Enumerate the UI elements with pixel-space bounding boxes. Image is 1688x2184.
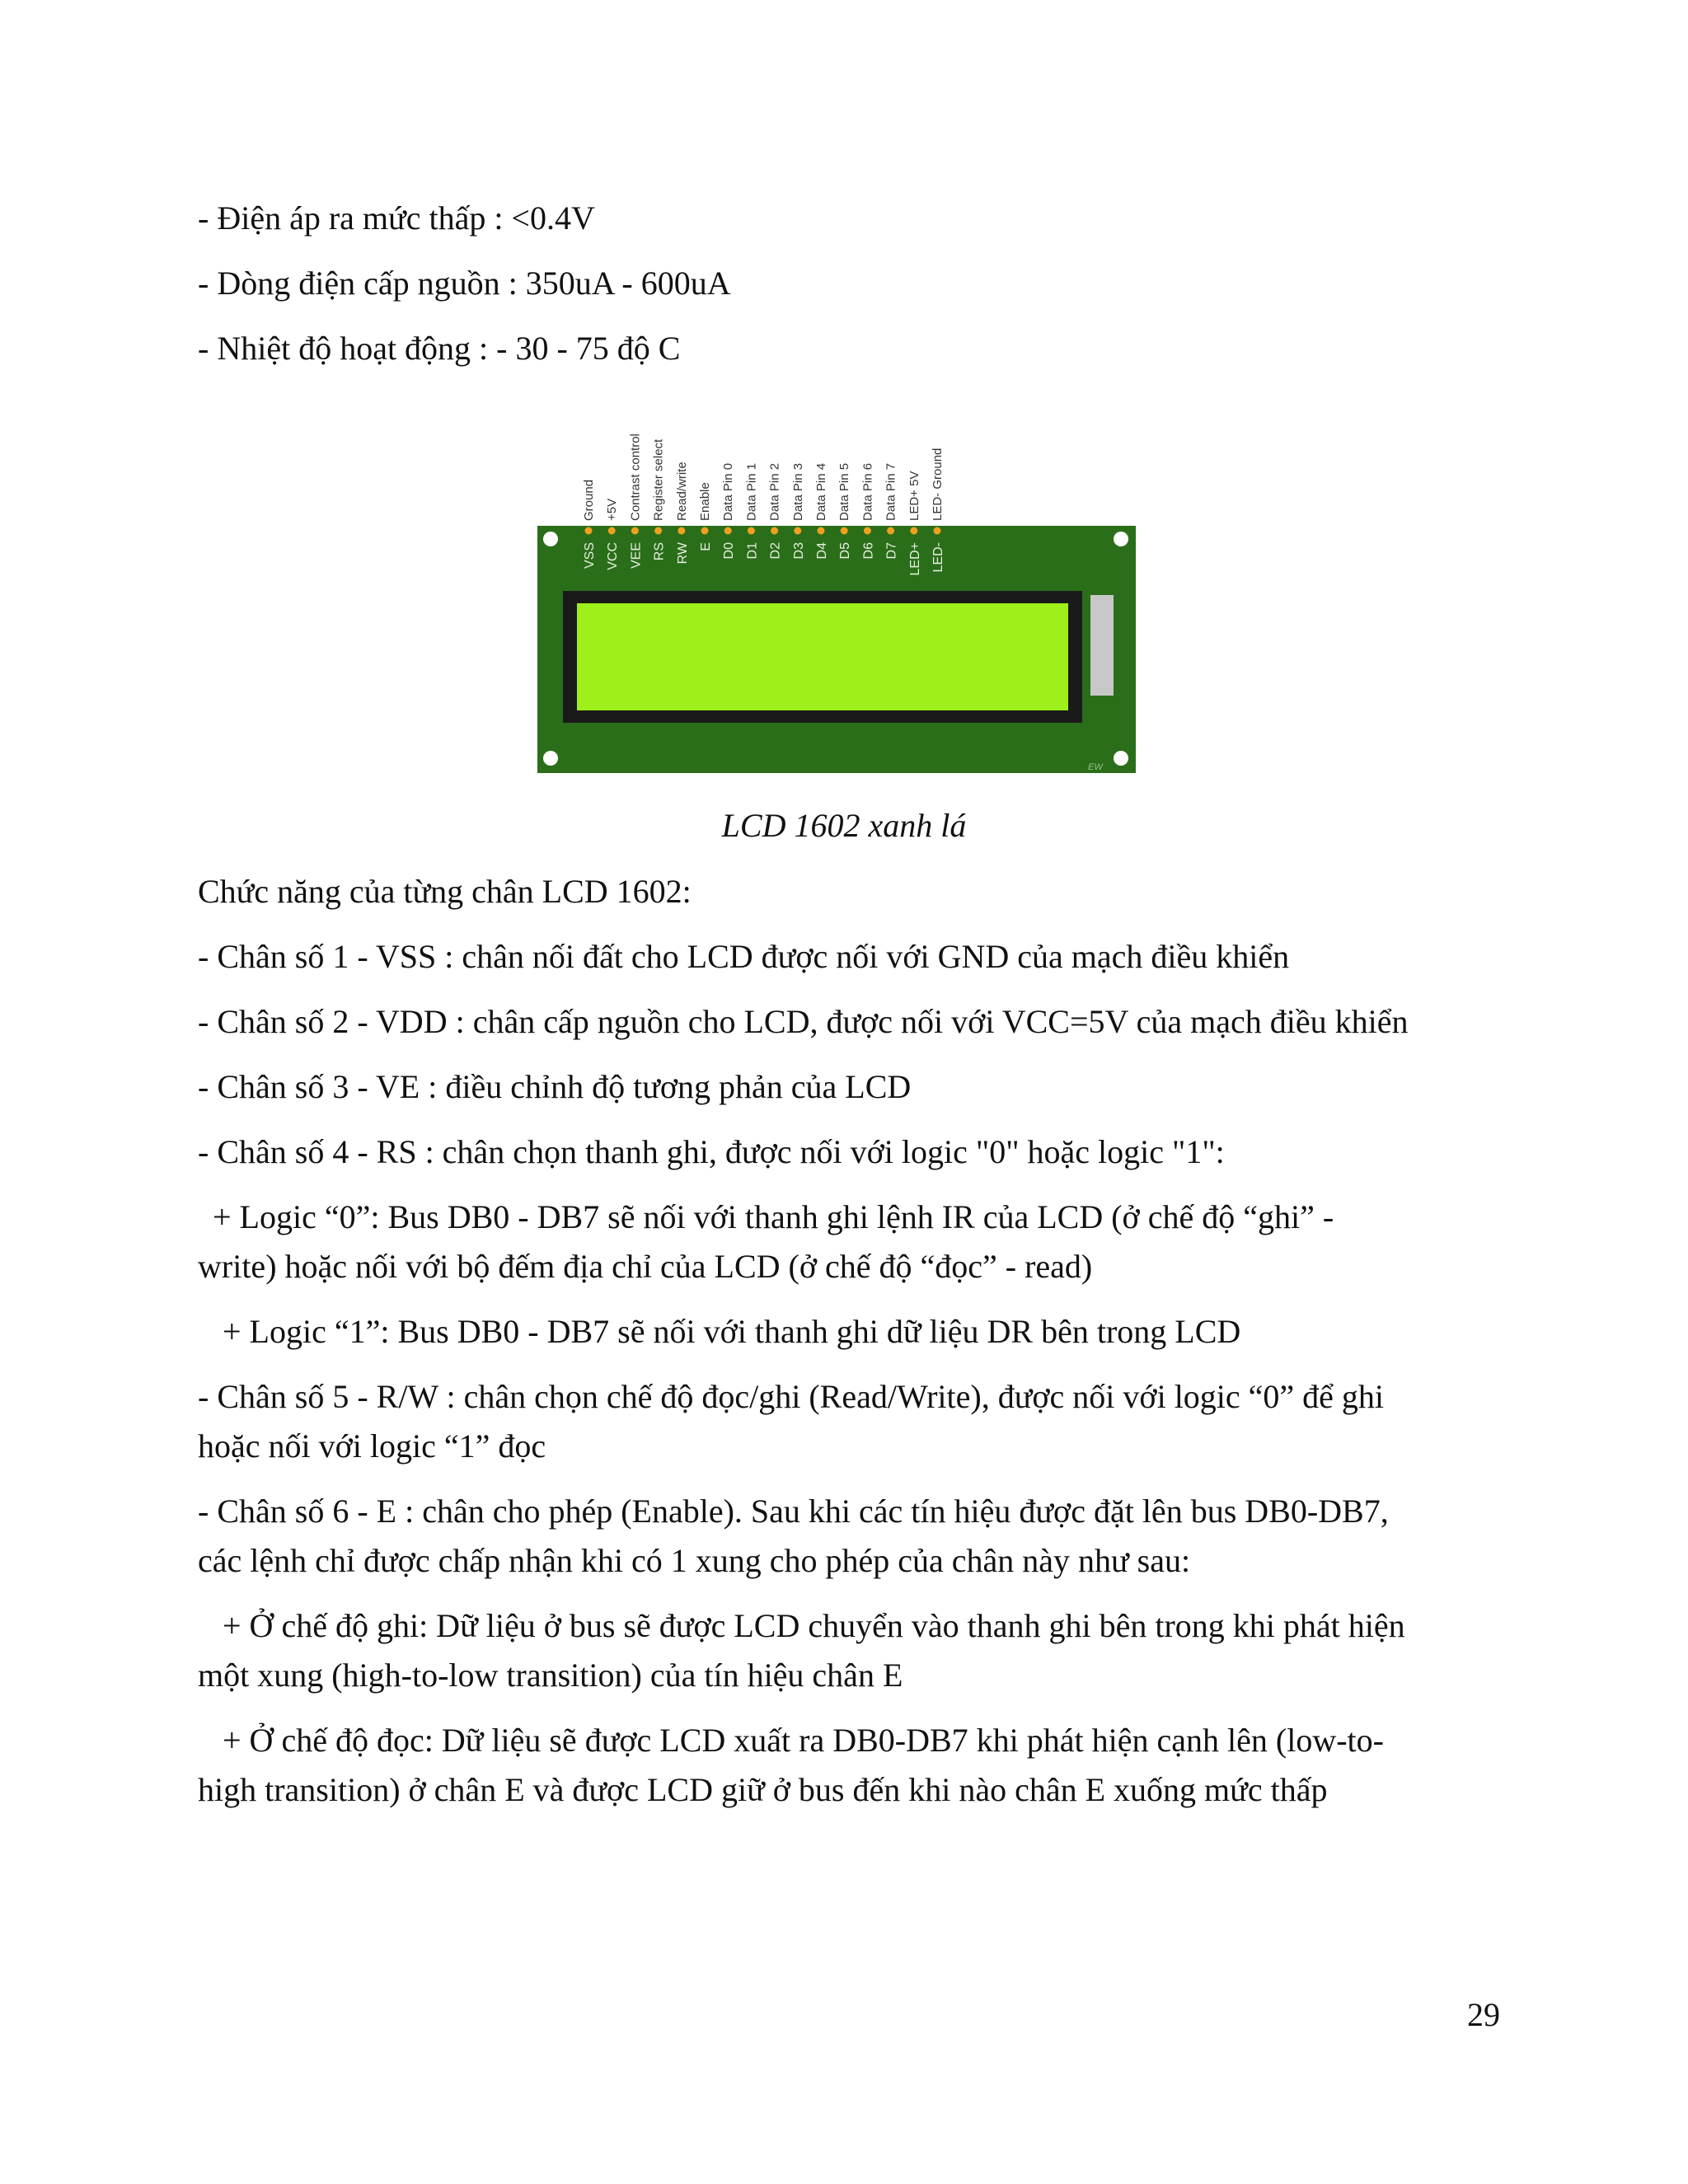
pin-function-label: Data Pin 1: [744, 462, 759, 521]
pin-1-vss: - Chân số 1 - VSS : chân nối đất cho LCD được nối với GND của mạch điều khiển: [198, 938, 1290, 975]
pin-dot: [934, 527, 941, 535]
pin-function-label: Register select: [651, 438, 666, 521]
spec-operating-temperature: - Nhiệt độ hoạt động : - 30 - 75 độ C: [198, 330, 681, 367]
pin-name-label: D0: [722, 542, 737, 560]
pin-dot: [818, 527, 825, 535]
pin-name-label: D6: [861, 542, 876, 560]
pin-dot: [748, 527, 755, 535]
pin-function-label: LED- Ground: [931, 448, 945, 521]
pin-4-rs: - Chân số 4 - RS : chân chọn thanh ghi, được nối với logic "0" hoặc logic "1":: [198, 1133, 1225, 1170]
write-mode-line-2: một xung (high-to-low transition) của tín hiệu chân E: [198, 1657, 903, 1694]
pin-dot: [701, 527, 709, 535]
pin-dot: [864, 527, 871, 535]
maker-mark: EW: [1088, 762, 1103, 772]
page-number: 29: [1467, 1996, 1500, 2033]
pin-name-label: D7: [884, 542, 899, 560]
pin-dot: [771, 527, 778, 535]
pin-function-label: LED+ 5V: [907, 471, 921, 521]
pin-name-label: D1: [745, 542, 760, 560]
write-mode-line-1: + Ở chế độ ghi: Dữ liệu ở bus sẽ được LCD chuyển vào thanh ghi bên trong khi phát hiện: [223, 1607, 1405, 1644]
pin-5-rw-line-1: - Chân số 5 - R/W : chân chọn chế độ đọc/ghi (Read/Write), được nối với logic “0” để ghi: [198, 1378, 1385, 1415]
pin-name-label: D2: [768, 542, 783, 560]
pin-name-label: LED-: [931, 542, 945, 573]
lcd-1602-diagram: [534, 387, 1154, 783]
pin-function-label: +5V: [605, 498, 620, 521]
pin-function-label: Data Pin 0: [721, 462, 736, 521]
mounting-hole-bottom-right: [1114, 751, 1128, 766]
mounting-hole-top-left: [543, 532, 558, 546]
pin-function-label: Data Pin 6: [860, 462, 875, 521]
pin-function-label: Data Pin 2: [767, 462, 782, 521]
pin-dot: [794, 527, 801, 535]
rs-logic-1: + Logic “1”: Bus DB0 - DB7 sẽ nối với thanh ghi dữ liệu DR bên trong LCD: [223, 1313, 1241, 1350]
pin-dot: [724, 527, 732, 535]
pin-name-label: LED+: [907, 542, 922, 576]
rs-logic-0-line-1: + Logic “0”: Bus DB0 - DB7 sẽ nối với thanh ghi lệnh IR của LCD (ở chế độ “ghi” -: [213, 1198, 1334, 1235]
pin-dot: [678, 527, 685, 535]
pin-function-label: Enable: [698, 482, 712, 521]
pin-2-vdd: - Chân số 2 - VDD : chân cấp nguồn cho LCD, được nối với VCC=5V của mạch điều khiển: [198, 1003, 1409, 1040]
pin-function-label: Read/write: [674, 462, 689, 521]
read-mode-line-1: + Ở chế độ đọc: Dữ liệu sẽ được LCD xuất ra DB0-DB7 khi phát hiện cạnh lên (low-to-: [223, 1722, 1384, 1759]
pin-dot: [608, 527, 616, 535]
pin-function-label: Data Pin 4: [814, 462, 828, 521]
pin-name-label: D5: [838, 542, 853, 560]
pin-dot: [631, 527, 639, 535]
pin-6-e-line-2: các lệnh chỉ được chấp nhận khi có 1 xung cho phép của chân này như sau:: [198, 1542, 1191, 1579]
pin-function-label: Ground: [582, 479, 596, 521]
mounting-hole-top-right: [1114, 532, 1128, 546]
pin-dot: [841, 527, 848, 535]
pin-name-label: RW: [675, 542, 690, 565]
pin-dot: [585, 527, 593, 535]
pin-name-label: E: [699, 542, 713, 551]
pin-function-label: Data Pin 3: [790, 462, 805, 521]
pin-name-label: VCC: [606, 542, 621, 570]
pin-function-label: Data Pin 5: [837, 462, 852, 521]
lcd-1602-figure: [534, 387, 1154, 783]
read-mode-line-2: high transition) ở chân E và được LCD giữ ở bus đến khi nào chân E xuống mức thấp: [198, 1771, 1328, 1808]
pin-dot: [654, 527, 662, 535]
figure-caption: LCD 1602 xanh lá: [721, 807, 967, 844]
pin-name-label: VSS: [583, 542, 597, 569]
pin-5-rw-line-2: hoặc nối với logic “1” đọc: [198, 1427, 546, 1465]
pin-function-label: Data Pin 7: [884, 462, 898, 521]
mounting-hole-bottom-left: [543, 751, 558, 766]
spec-supply-current: - Dòng điện cấp nguồn : 350uA - 600uA: [198, 265, 731, 302]
rs-logic-0-line-2: write) hoặc nối với bộ đếm địa chỉ của LCD (ở chế độ “đọc” - read): [198, 1248, 1093, 1285]
pin-functions-intro: Chức năng của từng chân LCD 1602:: [198, 873, 692, 910]
pin-name-label: RS: [652, 542, 667, 561]
backlight-connector: [1090, 595, 1114, 696]
pin-name-label: VEE: [629, 542, 644, 569]
pin-function-label: Contrast control: [628, 434, 643, 521]
pin-3-ve: - Chân số 3 - VE : điều chỉnh độ tương phản của LCD: [198, 1068, 912, 1105]
display-screen: [577, 603, 1068, 710]
spec-low-output-voltage: - Điện áp ra mức thấp : <0.4V: [198, 199, 595, 237]
pin-dot: [887, 527, 894, 535]
pin-dot: [910, 527, 917, 535]
pin-6-e-line-1: - Chân số 6 - E : chân cho phép (Enable). Sau khi các tín hiệu được đặt lên bus DB0-DB7,: [198, 1493, 1389, 1530]
pin-name-label: D3: [791, 542, 806, 560]
pin-name-label: D4: [815, 542, 829, 560]
